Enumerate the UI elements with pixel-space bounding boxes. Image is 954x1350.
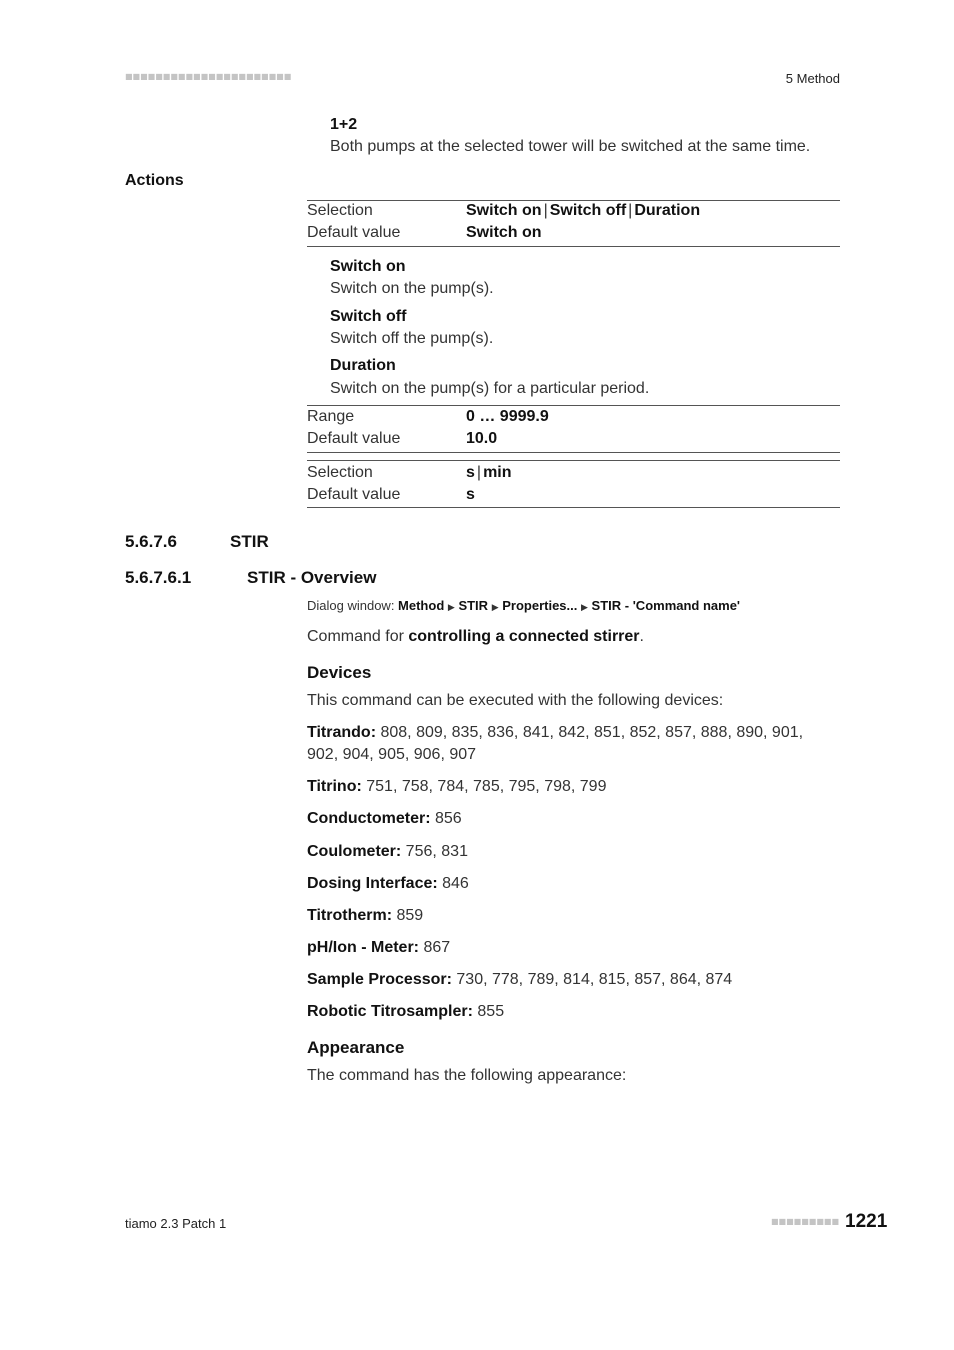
intro-text — [307, 626, 644, 648]
device-values: 846 — [437, 875, 469, 892]
separator: | — [628, 202, 633, 219]
row-value — [466, 462, 512, 484]
row-label: Default value — [307, 486, 401, 503]
device-entry — [307, 841, 468, 863]
intro-bold: controlling a connected stirrer — [408, 628, 640, 645]
dialog-path-step: STIR - 'Command name' — [591, 598, 741, 613]
dialog-path-prefix: Dialog window: — [307, 598, 399, 613]
selection-value: s — [466, 464, 475, 481]
device-values: 855 — [472, 1003, 505, 1020]
option-title: 1+2 — [330, 116, 358, 133]
devices-intro: This command can be executed with the following devices: — [307, 692, 724, 709]
row-value — [466, 200, 700, 222]
row-label: Range — [307, 408, 355, 425]
row-value: Switch on — [466, 224, 542, 241]
subsection-title: STIR - Overview — [247, 568, 377, 587]
dialog-path-step: Properties... — [502, 598, 578, 613]
appearance-heading: Appearance — [307, 1038, 405, 1057]
row-value: s — [466, 486, 475, 503]
selection-value: min — [483, 464, 512, 481]
appearance-text: The command has the following appearance: — [307, 1067, 627, 1084]
device-entry-continued: 902, 904, 905, 906, 907 — [307, 746, 477, 763]
device-entry — [307, 808, 462, 830]
footer-product: tiamo 2.3 Patch 1 — [125, 1216, 227, 1231]
device-name: Titrino: — [307, 778, 362, 795]
dialog-path — [307, 598, 740, 613]
device-name: Conductometer: — [307, 810, 431, 827]
table-rule — [307, 460, 840, 461]
table-row — [307, 222, 840, 244]
intro-suffix: . — [639, 628, 644, 645]
device-entry — [307, 776, 606, 798]
subsection-number: 5.6.7.6.1 — [125, 568, 192, 587]
option-title: Switch off — [330, 308, 407, 325]
device-name: Titrotherm: — [307, 907, 393, 924]
running-header: 5 Method — [785, 71, 840, 86]
option-description: Switch on the pump(s). — [330, 280, 494, 297]
devices-heading: Devices — [307, 663, 372, 682]
table-row — [307, 484, 840, 506]
separator: | — [543, 202, 548, 219]
device-values: 730, 778, 789, 814, 815, 857, 864, 874 — [451, 971, 733, 988]
dialog-path-step: Method — [398, 598, 445, 613]
parameter-table — [307, 200, 840, 244]
device-name: Sample Processor: — [307, 971, 452, 988]
parameter-label: Actions — [125, 172, 184, 189]
section-title: STIR — [230, 532, 269, 551]
option-description: Both pumps at the selected tower will be switched at the same time. — [330, 138, 811, 155]
table-row — [307, 200, 840, 222]
device-values: 751, 758, 784, 785, 795, 798, 799 — [361, 778, 607, 795]
device-entry — [307, 722, 803, 744]
row-label: Default value — [307, 224, 401, 241]
device-entry — [307, 937, 450, 959]
separator: | — [476, 464, 482, 481]
device-entry — [307, 873, 469, 895]
row-label: Selection — [307, 202, 373, 219]
device-entry — [307, 905, 423, 927]
page-number: 1221 — [845, 1211, 888, 1232]
table-rule — [307, 452, 840, 453]
device-values: 808, 809, 835, 836, 841, 842, 851, 852, 857, 888, 890, 901, — [376, 724, 804, 741]
device-values: 859 — [392, 907, 424, 924]
footer-decoration: ■■■■■■■■■ — [771, 1217, 840, 1226]
device-entry — [307, 1001, 504, 1023]
row-value: 0 … 9999.9 — [466, 408, 549, 425]
row-label: Default value — [307, 430, 401, 447]
intro-prefix: Command for — [307, 628, 409, 645]
table-row — [307, 462, 840, 484]
selection-value: Duration — [634, 202, 701, 219]
parameter-table — [307, 462, 840, 506]
dialog-path-step: STIR — [458, 598, 489, 613]
device-name: pH/Ion - Meter: — [307, 939, 419, 956]
device-values: 756, 831 — [401, 843, 468, 860]
option-title: Duration — [330, 357, 396, 374]
row-label: Selection — [307, 464, 373, 481]
row-value: 10.0 — [466, 430, 498, 447]
table-rule — [307, 507, 840, 508]
arrow-right-icon: ▶ — [447, 602, 455, 612]
option-description: Switch on the pump(s) for a particular period. — [330, 380, 650, 397]
device-name: Titrando: — [307, 724, 377, 741]
device-values: 856 — [430, 810, 462, 827]
header-decoration: ■■■■■■■■■■■■■■■■■■■■■■ — [125, 72, 292, 81]
device-entry — [307, 969, 732, 991]
option-title: Switch on — [330, 258, 406, 275]
selection-value: Switch on — [466, 202, 542, 219]
device-name: Robotic Titrosampler: — [307, 1003, 473, 1020]
table-row — [307, 406, 840, 428]
selection-value: Switch off — [549, 202, 627, 219]
device-name: Dosing Interface: — [307, 875, 438, 892]
device-name: Coulometer: — [307, 843, 402, 860]
section-number: 5.6.7.6 — [125, 532, 177, 551]
arrow-right-icon: ▶ — [491, 602, 499, 612]
arrow-right-icon: ▶ — [581, 602, 588, 612]
option-description: Switch off the pump(s). — [330, 330, 494, 347]
parameter-table — [307, 406, 840, 450]
table-rule — [307, 246, 840, 247]
device-values: 867 — [419, 939, 451, 956]
table-row — [307, 428, 840, 450]
